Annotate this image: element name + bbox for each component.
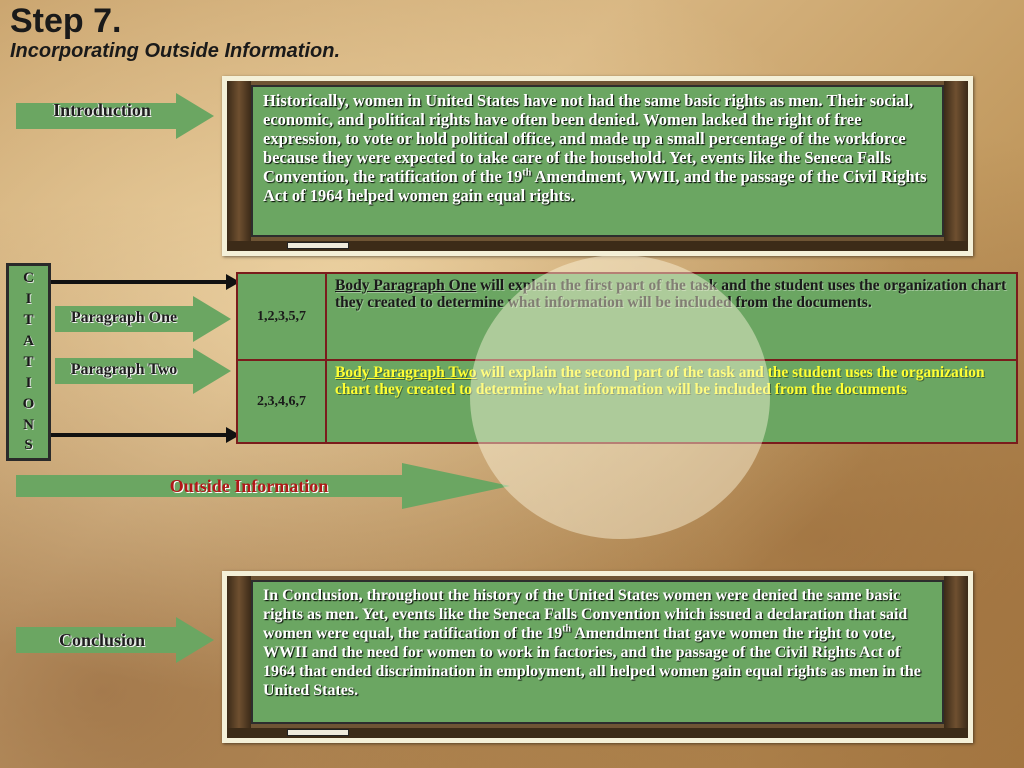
chalk-icon xyxy=(287,242,349,249)
introduction-text: Historically, women in United States have not had the same basic rights as men. Their social, economic, and political rights have often been denied. Women lacked the right of free expression, to vote or hold political office, and made up a small percentage of the workforce because they were expected to take care of the household. Yet, events like the Seneca Falls Convention, the ratification of the 19th Amendment, WWII, and the passage of the Civil Rights Act of 1964 helped women gain equal rights. xyxy=(263,91,927,205)
paragraph-one-arrow xyxy=(55,296,231,342)
citations-letter: T xyxy=(23,312,34,329)
conclusion-text: In Conclusion, throughout the history of the United States women were denied the same basic rights as men. Yet, events like the Seneca Falls Convention which issued a declaration that said women were equal, the ratification of the 19th Amendment that gave women the right to vote, WWII and the need for women to work in factories, and the passage of the Civil Rights Act of 1964 that ended discrimination in employment, all helped women gain equal rights as men in the United States. xyxy=(263,587,921,699)
citations-letter: A xyxy=(23,333,34,350)
slide-subtitle: Incorporating Outside Information. xyxy=(10,40,340,62)
citation-connector-bottom xyxy=(51,433,236,437)
table-row xyxy=(238,274,1016,361)
citations-letter: N xyxy=(23,416,34,433)
citations-box xyxy=(6,263,51,461)
introduction-label: Introduction xyxy=(53,100,151,120)
conclusion-arrow xyxy=(16,617,214,663)
paragraph-two-arrow xyxy=(55,348,231,394)
citations-letter: O xyxy=(22,395,35,412)
outside-information-label: Outside Information xyxy=(169,476,329,496)
table-row xyxy=(238,361,1016,442)
paragraph-one-label: Paragraph One xyxy=(70,309,178,326)
body-paragraph-table xyxy=(236,272,1018,444)
introduction-arrow xyxy=(16,93,214,139)
introduction-chalkboard xyxy=(222,76,973,256)
body-paragraph-two-text: Body Paragraph Two will explain the second part of the task and the student uses the organization chart they created to determine what information will be included from the documents xyxy=(335,364,985,398)
citation-connector-top xyxy=(51,280,236,284)
citations-letter: I xyxy=(25,291,32,308)
conclusion-chalkboard xyxy=(222,571,973,743)
outside-information-arrow xyxy=(16,463,510,509)
citations-letter: I xyxy=(25,374,32,391)
paragraph-two-label: Paragraph Two xyxy=(70,361,178,378)
chalk-icon xyxy=(287,729,349,736)
slide-title: Step 7. xyxy=(10,2,122,40)
citations-letter: C xyxy=(23,270,34,287)
conclusion-label: Conclusion xyxy=(58,630,146,650)
citations-letter: T xyxy=(23,353,34,370)
body-paragraph-one-text: Body Paragraph One will explain the first part of the task and the student uses the organization chart they created to determine what information will be included from the documents. xyxy=(335,277,1007,311)
citations-letter: S xyxy=(24,437,33,454)
citations-cell: 1,2,3,5,7 xyxy=(238,274,327,359)
citations-cell: 2,3,4,6,7 xyxy=(238,361,327,442)
